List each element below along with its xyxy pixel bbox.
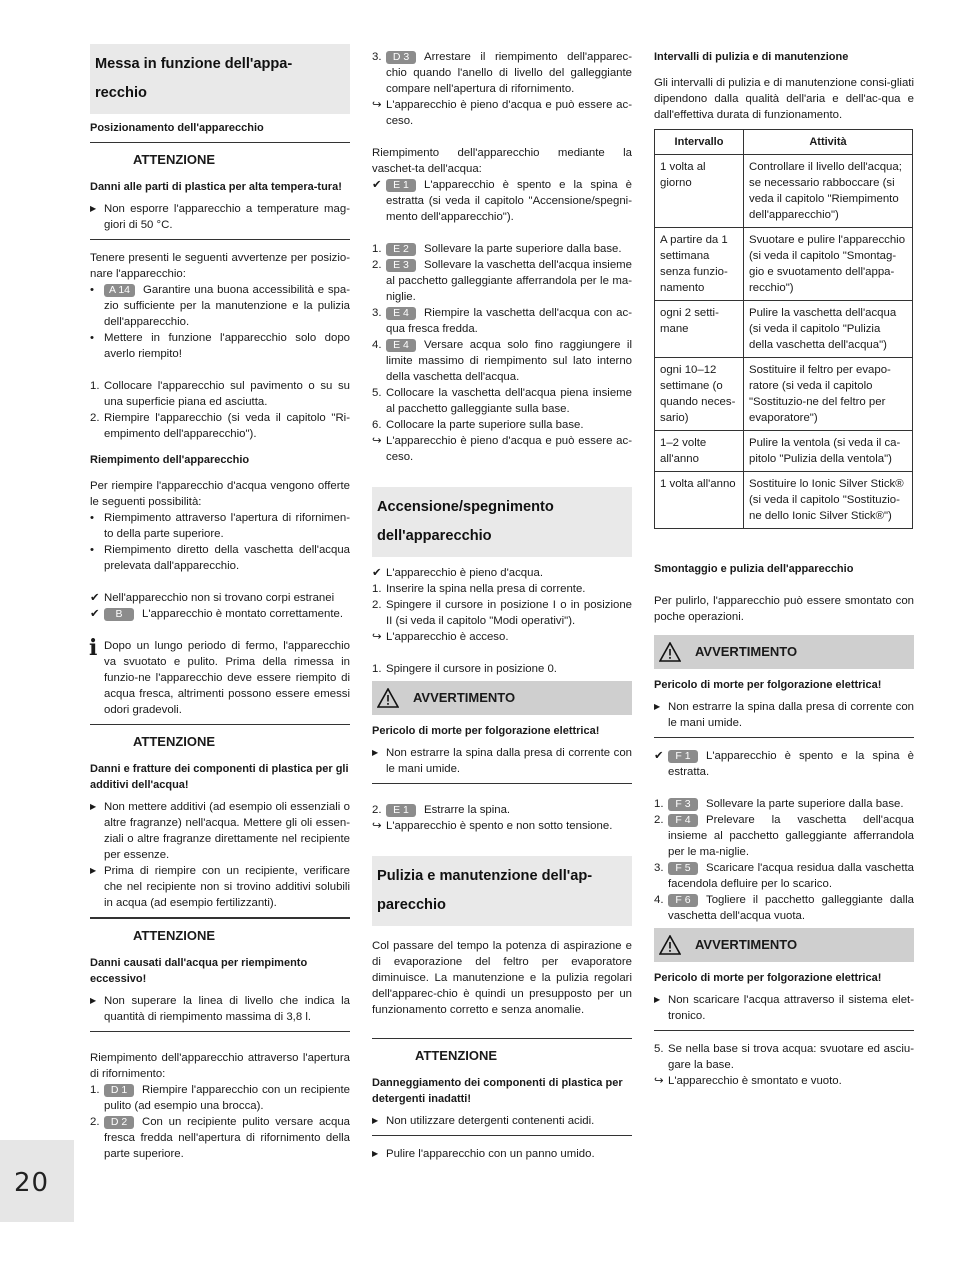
result-item: ↪ L'apparecchio è acceso.: [372, 631, 509, 643]
triangle-bullet-icon: ▶: [90, 996, 97, 1005]
list-item: ▶ Pulire l'apparecchio con un panno umido.: [372, 1148, 595, 1160]
warning-box: [654, 928, 914, 1031]
checkmark-icon: ✔: [372, 567, 382, 579]
table-row: [655, 155, 913, 228]
table-cell: Pulire la vaschetta dell'acqua (si veda il capitolo "Pulizia della vaschetta dell'acqua"): [744, 301, 913, 358]
arrow-result-icon: ↪: [372, 820, 382, 832]
info-note: i Dopo un lungo periodo di fermo, l'apparecchio va svuotato e pulito. Prima della rimessa in funzio-ne l'apparecchio deve essere riempito di acqua fresca, altrimenti possono essere emessi odori gradevoli.: [89, 635, 350, 716]
info-icon: i: [89, 635, 98, 661]
column-3: [654, 49, 914, 1089]
attention-box: [90, 918, 350, 1032]
attention-box: [372, 1038, 632, 1136]
table-cell: 1 volta al giorno: [655, 155, 744, 228]
triangle-bullet-icon: ▶: [372, 1116, 379, 1125]
result-item: ↪ L'apparecchio è smontato e vuoto.: [654, 1075, 842, 1087]
triangle-bullet-icon: ▶: [654, 995, 661, 1004]
table-cell: Svuotare e pulire l'apparecchio (si veda il capitolo "Smontag-gio e svuotamento dell'appa-recchio"): [744, 228, 913, 301]
step: 4. E 4 Versare acqua solo fino raggiungere il limite massimo di riempimento sul lato interno della vaschetta dell'acqua.: [372, 339, 632, 383]
maintenance-table: [654, 129, 913, 529]
table-cell: 1–2 volte all'anno: [655, 431, 744, 472]
table-header-interval: Intervallo: [655, 130, 744, 155]
check-item: ✔ B L'apparecchio è montato correttamente.: [90, 608, 343, 620]
table-header-row: [655, 130, 913, 155]
step: 2. F 4 Prelevare la vaschetta dell'acqua insieme al pacchetto galleggiante afferrandola per le ma-niglie.: [654, 814, 914, 858]
list-item: ▶ Non mettere additivi (ad esempio oli essenziali o altre fragranze) nell'acqua. Mettere gli oli essen-ziali o altre fragranze direttamente nel recipiente per essenze.: [90, 801, 350, 861]
attention-subtitle: Danneggiamento dei componenti di plastica per detergenti inadatti!: [372, 1077, 623, 1105]
figure-tag: F 1: [668, 750, 698, 763]
subheading: Riempimento dell'apparecchio: [90, 454, 250, 466]
step: 5. Collocare la vaschetta dell'acqua piena insieme al pacchetto galleggiante sulla base.: [372, 387, 632, 415]
list-item: ▶ Non superare la linea di livello che indica la quantità di riempimento massima di 3,8 l.: [90, 995, 350, 1023]
step: 2. E 3 Sollevare la vaschetta dell'acqua insieme al pacchetto galleggiante afferrandola per le ma-niglie.: [372, 259, 632, 303]
table-row: [655, 228, 913, 301]
step: 1. D 1 Riempire l'apparecchio con un recipiente pulito (ad esempio una brocca).: [90, 1084, 350, 1112]
paragraph: Per riempire l'apparecchio d'acqua vengono offerte le seguenti possibilità:: [90, 480, 350, 508]
warning-triangle-icon: [377, 688, 399, 708]
figure-tag: E 1: [386, 179, 416, 192]
warning-title: AVVERTIMENTO: [695, 644, 798, 659]
triangle-bullet-icon: ▶: [90, 802, 97, 811]
triangle-bullet-icon: ▶: [654, 702, 661, 711]
checkmark-icon: ✔: [654, 750, 664, 762]
warning-title: AVVERTIMENTO: [413, 690, 516, 705]
bullet-icon: •: [90, 332, 94, 344]
warning-box: [372, 681, 632, 784]
paragraph: Per pulirlo, l'apparecchio può essere smontato con poche operazioni.: [654, 595, 914, 623]
check-item: ✔ Nell'apparecchio non si trovano corpi estranei: [90, 592, 335, 604]
step: 3. F 5 Scaricare l'acqua residua dalla vaschetta facendola defluire per lo scarico.: [654, 862, 914, 890]
step: 2. E 1 Estrarre la spina.: [372, 804, 511, 816]
warning-header: [654, 928, 914, 962]
list-item: ▶ Non scaricare l'acqua attraverso il sistema elet-tronico.: [654, 994, 914, 1022]
section-title: Pulizia e manutenzione dell'ap-parecchio: [372, 856, 632, 926]
figure-tag: E 2: [386, 243, 416, 256]
arrow-result-icon: ↪: [372, 99, 382, 111]
triangle-bullet-icon: ▶: [90, 204, 97, 213]
step: 4. F 6 Togliere il pacchetto galleggiante dalla vaschetta dell'acqua vuota.: [654, 894, 914, 922]
figure-tag: E 4: [386, 339, 416, 352]
table-cell: Controllare il livello dell'acqua; se necessario rabboccare (si veda il capitolo "Riempimento dell'apparecchio"): [744, 155, 913, 228]
figure-tag: E 1: [386, 804, 416, 817]
paragraph: Gli intervalli di pulizia e di manutenzione consi-gliati dipendono dalla qualità dell'aria e dell'ac-qua e dall'effettiva durata di funzionamento.: [654, 77, 914, 121]
warning-box: [654, 635, 914, 738]
figure-tag: B: [104, 608, 134, 621]
bullet-icon: •: [90, 284, 94, 296]
list-item: ▶ Non utilizzare detergenti contenenti acidi.: [372, 1115, 595, 1127]
paragraph: Riempimento dell'apparecchio mediante la vaschet-ta dell'acqua:: [372, 147, 632, 175]
checkmark-icon: ✔: [372, 179, 382, 191]
check-item: ✔ L'apparecchio è pieno d'acqua.: [372, 567, 543, 579]
table-cell: ogni 2 setti-mane: [655, 301, 744, 358]
warning-subtitle: Pericolo di morte per folgorazione elettrica!: [372, 725, 600, 737]
step: 1. Spingere il cursore in posizione 0.: [372, 663, 557, 675]
attention-subtitle: Danni e fratture dei componenti di plastica per gli additivi dell'acqua!: [90, 763, 349, 791]
figure-tag: E 4: [386, 307, 416, 320]
bullet-icon: •: [90, 512, 94, 524]
section-title: Messa in funzione dell'appa-recchio: [90, 44, 350, 114]
table-row: [655, 301, 913, 358]
attention-title: ATTENZIONE: [415, 1048, 498, 1063]
subheading: Smontaggio e pulizia dell'apparecchio: [654, 563, 854, 575]
step: 1. Collocare l'apparecchio sul pavimento o su su una superficie piana ed asciutta.: [90, 380, 350, 408]
list-item: • Riempimento diretto della vaschetta dell'acqua prelevata dall'apparecchio.: [90, 544, 350, 572]
figure-tag: E 3: [386, 259, 416, 272]
figure-tag: D 3: [386, 51, 416, 64]
figure-tag: F 6: [668, 894, 698, 907]
table-cell: Pulire la ventola (si veda il ca-pitolo "Pulizia della ventola"): [744, 431, 913, 472]
triangle-bullet-icon: ▶: [90, 866, 97, 875]
list-item: ▶ Non esporre l'apparecchio a temperature mag-giori di 50 °C.: [90, 203, 350, 231]
warning-title: AVVERTIMENTO: [695, 937, 798, 952]
list-item: ▶ Prima di riempire con un recipiente, verificare che nel recipiente non si trovino additivi solubili in acqua (ad esempio fertilizzanti).: [90, 865, 350, 909]
table-header-activity: Attività: [744, 130, 913, 155]
column-2: [372, 49, 632, 1162]
list-item: • Mettere in funzione l'apparecchio solo dopo averlo riempito!: [90, 332, 350, 360]
paragraph: Riempimento dell'apparecchio attraverso l'apertura di rifornimento:: [90, 1052, 350, 1080]
arrow-result-icon: ↪: [372, 631, 382, 643]
figure-tag: F 3: [668, 798, 698, 811]
paragraph: Col passare del tempo la potenza di aspirazione e di evaporazione del feltro per evaporatore diminuisce. La manutenzione e la pulizia regolari dell'apparec-chio è quindi un presupposto per un funzionamento corretto e senza anomalie.: [372, 940, 632, 1016]
result-item: ↪ L'apparecchio è pieno d'acqua e può essere ac-ceso.: [372, 99, 632, 127]
step: 2. Spingere il cursore in posizione I o in posizione II (si veda il capitolo "Modi operativi").: [372, 599, 632, 627]
result-item: ↪ L'apparecchio è pieno d'acqua e può essere ac-ceso.: [372, 435, 632, 463]
page-number: 20: [0, 1140, 74, 1222]
attention-title: ATTENZIONE: [133, 734, 216, 749]
warning-header: [372, 681, 632, 715]
attention-title: ATTENZIONE: [133, 152, 216, 167]
table-cell: ogni 10–12 settimane (o quando neces-sario): [655, 358, 744, 431]
subheading: Posizionamento dell'apparecchio: [90, 122, 264, 134]
table-cell: A partire da 1 settimana senza funzio-namento: [655, 228, 744, 301]
triangle-bullet-icon: ▶: [372, 1149, 379, 1158]
arrow-result-icon: ↪: [654, 1075, 664, 1087]
step: 5. Se nella base si trova acqua: svuotare ed asciu-gare la base.: [654, 1043, 914, 1071]
table-row: [655, 472, 913, 529]
table-cell: 1 volta all'anno: [655, 472, 744, 529]
attention-subtitle: Danni alle parti di plastica per alta tempera-tura!: [90, 181, 342, 193]
attention-box: [90, 142, 350, 240]
result-item: ↪ L'apparecchio è spento e non sotto tensione.: [372, 820, 613, 832]
step: 3. D 3 Arrestare il riempimento dell'apparec-chio quando l'anello di livello del galleggiante compare nell'apertura di rifornimento.: [372, 51, 632, 95]
figure-tag: D 2: [104, 1116, 134, 1129]
step: 6. Collocare la parte superiore sulla base.: [372, 419, 584, 431]
figure-tag: D 1: [104, 1084, 134, 1097]
warning-triangle-icon: [659, 935, 681, 955]
warning-header: [654, 635, 914, 669]
step: 1. F 3 Sollevare la parte superiore dalla base.: [654, 798, 904, 810]
figure-tag: F 5: [668, 862, 698, 875]
table-cell: Sostituire il feltro per evapo-ratore (si veda il capitolo "Sostituzio-ne del feltro per evaporatore"): [744, 358, 913, 431]
table-row: [655, 358, 913, 431]
figure-tag: F 4: [668, 814, 698, 827]
section-title: Accensione/spegnimento dell'apparecchio: [372, 487, 632, 557]
attention-box: [90, 724, 350, 918]
attention-title: ATTENZIONE: [133, 928, 216, 943]
step: 3. E 4 Riempire la vaschetta dell'acqua con ac-qua fresca fredda.: [372, 307, 632, 335]
list-item: ▶ Non estrarre la spina dalla presa di corrente con le mani umide.: [654, 701, 914, 729]
figure-tag: A 14: [104, 284, 135, 297]
check-item: ✔ E 1 L'apparecchio è spento e la spina è estratta (si veda il capitolo "Accensione/spegni-mento dell'apparecchio").: [372, 179, 632, 223]
warning-triangle-icon: [659, 642, 681, 662]
warning-subtitle: Pericolo di morte per folgorazione elettrica!: [654, 679, 882, 691]
bullet-icon: •: [90, 544, 94, 556]
attention-subtitle: Danni causati dall'acqua per riempimento eccessivo!: [90, 957, 308, 985]
checkmark-icon: ✔: [90, 592, 100, 604]
step: 1. Inserire la spina nella presa di corrente.: [372, 583, 586, 595]
list-item: • A 14 Garantire una buona accessibilità e spa-zio sufficiente per la manutenzione e la pulizia dell'apparecchio.: [90, 284, 350, 328]
step: 1. E 2 Sollevare la parte superiore dalla base.: [372, 243, 622, 255]
paragraph: Tenere presenti le seguenti avvertenze per posizio-nare l'apparecchio:: [90, 252, 350, 280]
list-item: • Riempimento attraverso l'apertura di rifornimen-to della parte superiore.: [90, 512, 350, 540]
arrow-result-icon: ↪: [372, 435, 382, 447]
warning-subtitle: Pericolo di morte per folgorazione elettrica!: [654, 972, 882, 984]
column-1: [90, 44, 350, 1162]
table-cell: Sostituire lo Ionic Silver Stick® (si veda il capitolo "Sostituzio-ne dello Ionic Silver Stick®"): [744, 472, 913, 529]
checkmark-icon: ✔: [90, 608, 100, 620]
check-item: ✔ F 1 L'apparecchio è spento e la spina è estratta.: [654, 750, 914, 778]
step: 2. D 2 Con un recipiente pulito versare acqua fresca fredda nell'apertura di rifornimento della parte superiore.: [90, 1116, 350, 1160]
triangle-bullet-icon: ▶: [372, 748, 379, 757]
list-item: ▶ Non estrarre la spina dalla presa di corrente con le mani umide.: [372, 747, 632, 775]
subheading: Intervalli di pulizia e di manutenzione: [654, 51, 849, 63]
step: 2. Riempire l'apparecchio (si veda il capitolo "Ri-empimento dell'apparecchio").: [90, 412, 350, 440]
table-row: [655, 431, 913, 472]
